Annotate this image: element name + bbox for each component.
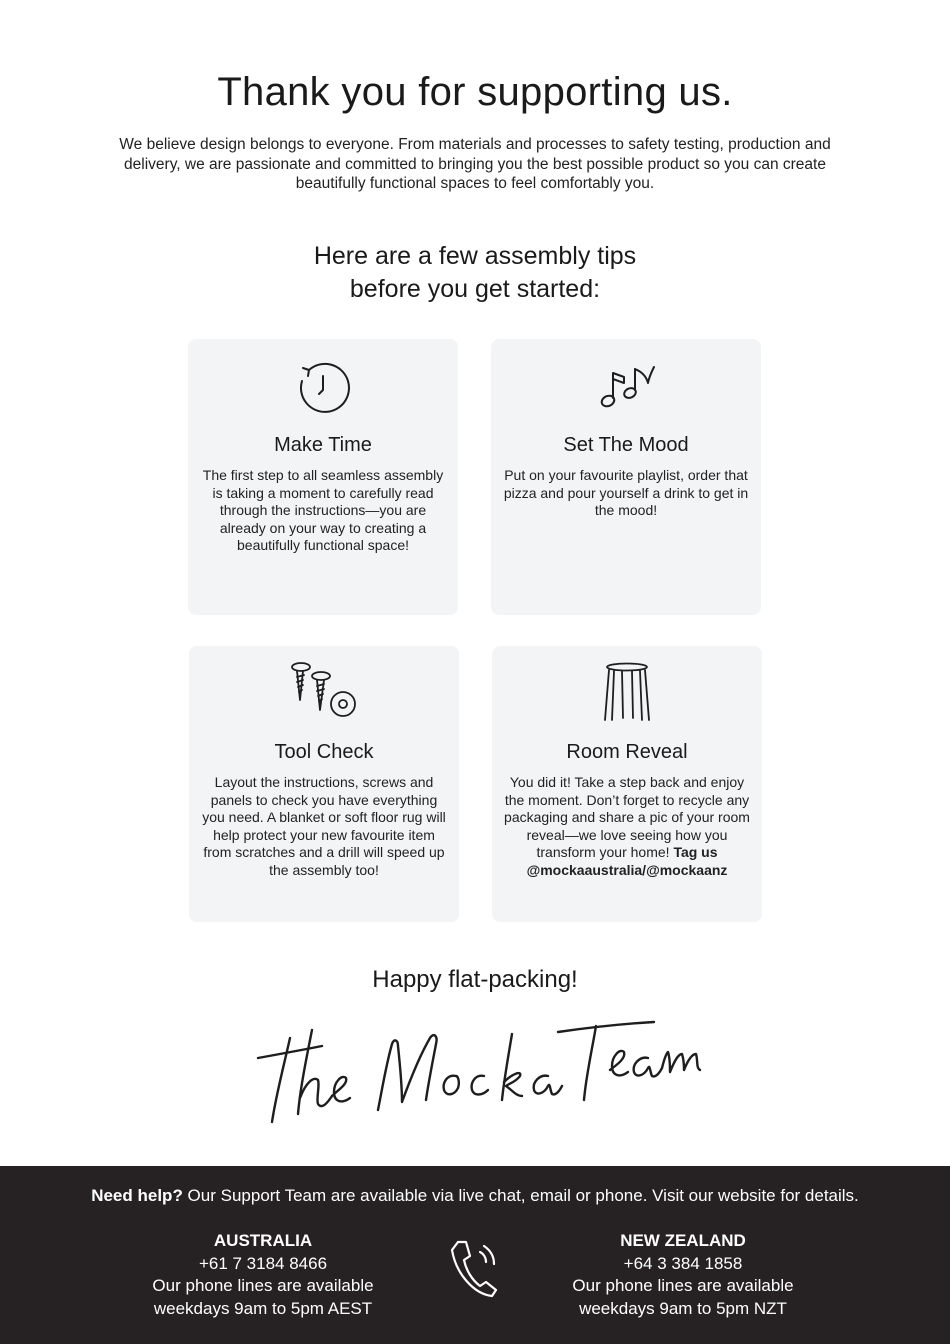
contact-new-zealand bbox=[523, 1230, 843, 1320]
tip-card-body-text: You did it! Take a step back and enjoy the moment. Don’t forget to recycle any packaging and share a pic of your room reveal—we love seeing how you transform your home! bbox=[504, 774, 750, 861]
tip-card-tool-check bbox=[189, 646, 459, 922]
tip-card-title: Tool Check bbox=[274, 741, 374, 763]
happy-flat-packing: Happy flat-packing! bbox=[372, 966, 578, 993]
phone-hours-line-2: weekdays 9am to 5pm AEST bbox=[153, 1298, 373, 1318]
page-title: Thank you for supporting us. bbox=[217, 70, 733, 114]
tip-card-body: Layout the instructions, screws and panels to check you have everything you need. A blanket or soft floor rug will help protect your new favourite item from scratches and a drill will speed up the assembly too! bbox=[202, 774, 446, 878]
tip-card-body: The first step to all seamless assembly is taking a moment to carefully read through the instructions—you are already on your way to creating a beautifully functional space! bbox=[202, 467, 444, 554]
intro-paragraph: We believe design belongs to everyone. From materials and processes to safety testing, production and delivery, we are passionate and committed to bringing you the best possible product so you can create beautifully functional spaces to feel comfortably you. bbox=[119, 136, 831, 192]
tips-heading-line-1: Here are a few assembly tips bbox=[313, 242, 637, 270]
tips-heading-line-2: before you get started: bbox=[349, 275, 601, 303]
contact-australia bbox=[103, 1230, 423, 1320]
tip-card-title: Make Time bbox=[274, 434, 372, 456]
stool-icon bbox=[492, 662, 762, 722]
region-name: NEW ZEALAND bbox=[620, 1231, 746, 1250]
tip-card-set-the-mood bbox=[491, 339, 761, 615]
tip-card-title: Set The Mood bbox=[563, 434, 689, 456]
phone-hours-line-1: Our phone lines are available bbox=[572, 1276, 794, 1295]
music-notes-icon bbox=[491, 361, 761, 413]
phone-number: +61 7 3184 8466 bbox=[198, 1253, 328, 1273]
phone-hours-line-2: weekdays 9am to 5pm NZT bbox=[579, 1298, 787, 1318]
help-label: Need help? bbox=[91, 1186, 183, 1205]
help-text: Our Support Team are available via live chat, email or phone. Visit our website for details. bbox=[182, 1186, 859, 1205]
region-name: AUSTRALIA bbox=[213, 1231, 313, 1250]
tip-card-room-reveal bbox=[492, 646, 762, 922]
signature-the-mocka-team bbox=[250, 1010, 710, 1130]
tip-card-make-time bbox=[188, 339, 458, 615]
phone-number: +64 3 384 1858 bbox=[623, 1253, 743, 1273]
phone-hours-line-1: Our phone lines are available bbox=[152, 1276, 374, 1295]
support-footer bbox=[0, 1166, 950, 1344]
clock-icon bbox=[188, 359, 458, 417]
tip-card-title: Room Reveal bbox=[566, 741, 688, 763]
screws-icon bbox=[189, 660, 459, 724]
tip-card-body: Put on your favourite playlist, order that pizza and pour yourself a drink to get in the mood! bbox=[503, 467, 749, 519]
tip-card-body bbox=[504, 774, 750, 880]
phone-icon bbox=[448, 1238, 502, 1298]
tag-us-label: Tag us bbox=[673, 844, 718, 861]
tips-heading bbox=[0, 240, 950, 306]
social-handles: @mockaaustralia/@mockaanz bbox=[526, 861, 728, 878]
help-line bbox=[0, 1186, 950, 1206]
